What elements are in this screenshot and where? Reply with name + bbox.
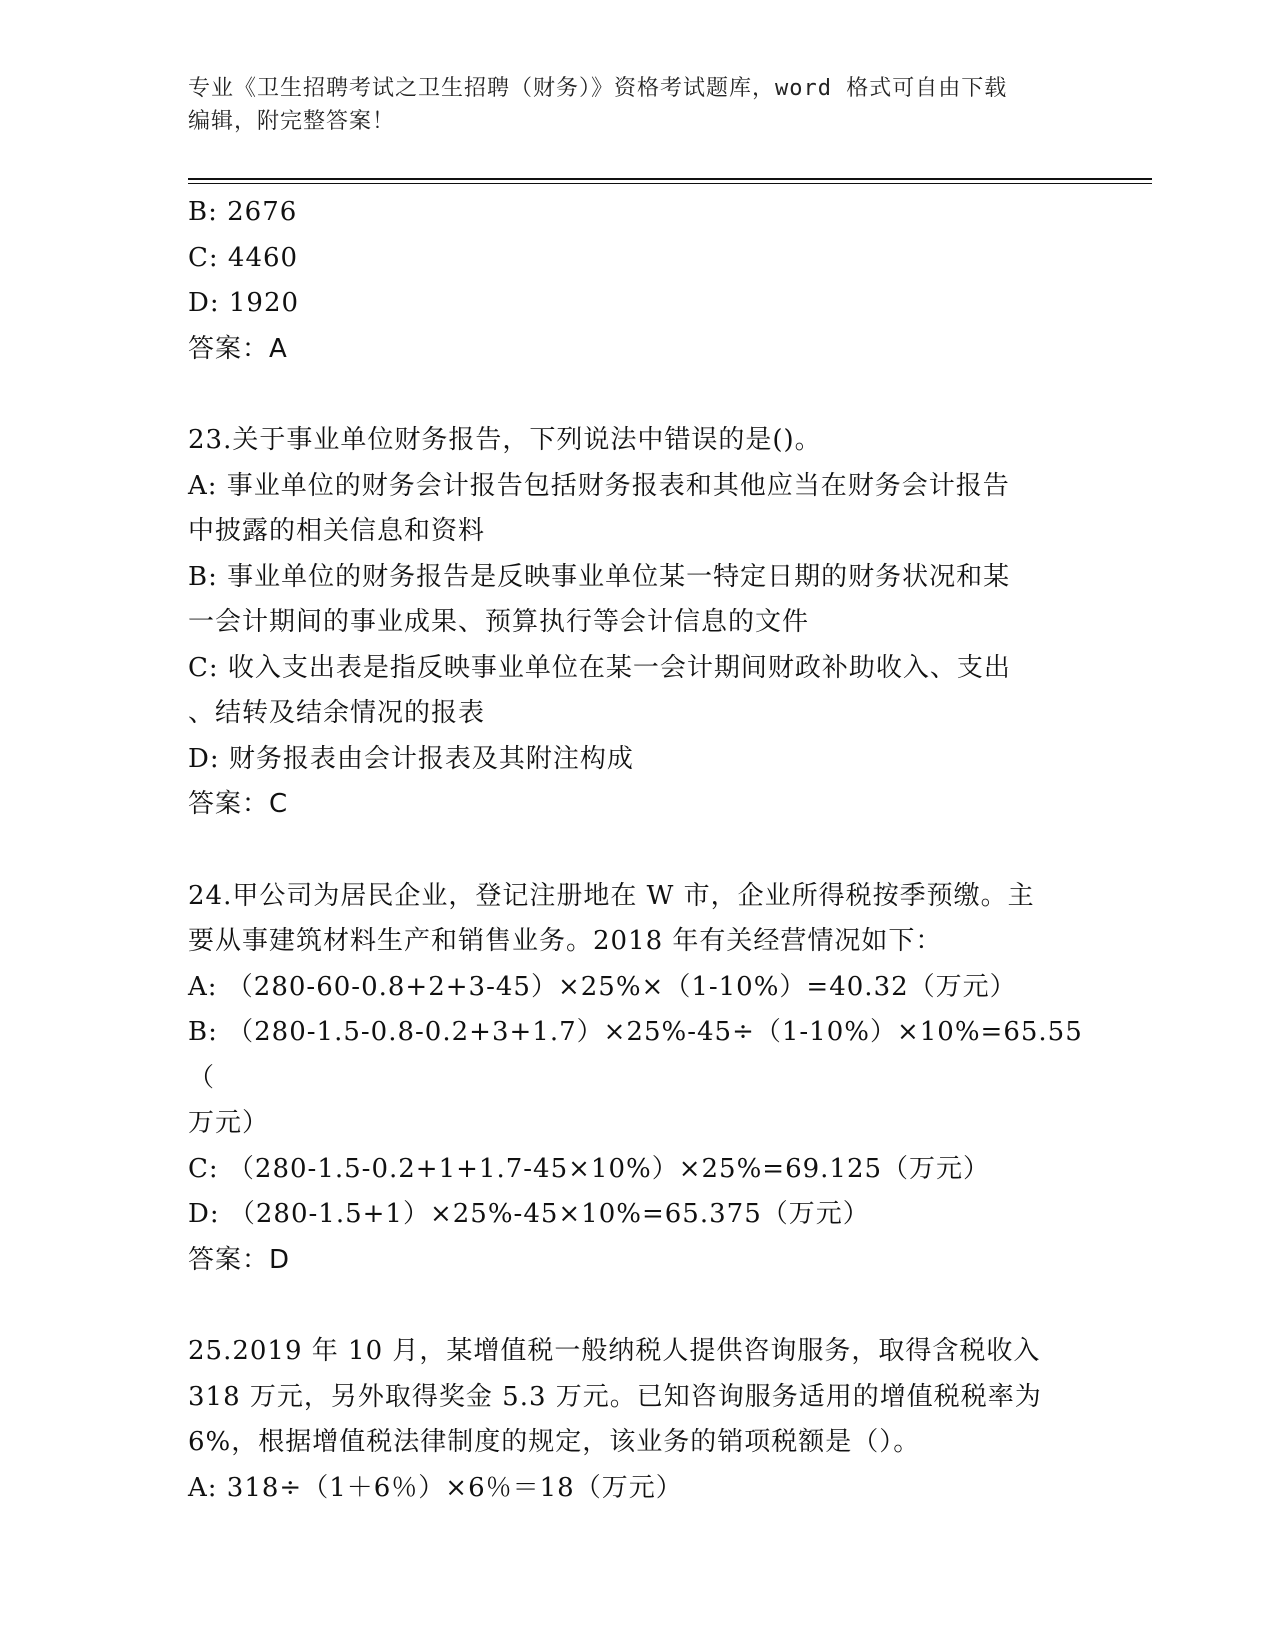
option-b: B: 2676 [188,197,298,227]
spacer [188,1283,1088,1329]
option-b-cont: 一会计期间的事业成果、预算执行等会计信息的文件 [188,607,810,637]
question-stem-cont: 6%，根据增值税法律制度的规定，该业务的销项税额是（）。 [188,1427,921,1457]
option-a: A: （280-60-0.8+2+3-45）×25%×（1-10%）=40.32（万元） [188,971,1017,1002]
question-25 [188,1329,1088,1511]
option-d: D: （280-1.5+1）×25%-45×10%=65.375（万元） [188,1199,870,1229]
option-b-cont: 万元） [188,1108,270,1138]
option-a-cont: 中披露的相关信息和资料 [188,516,486,546]
question-content [188,190,1088,1511]
question-stem: 23.关于事业单位财务报告，下列说法中错误的是()。 [188,425,822,455]
question-stem-cont: 318 万元，另外取得奖金 5.3 万元。已知咨询服务适用的增值税税率为 [188,1381,1042,1412]
question-24 [188,874,1088,1284]
option-c: C: 收入支出表是指反映事业单位在某一会计期间财政补助收入、支出 [188,652,1011,683]
page-header [188,72,1088,138]
question-stem: 25.2019 年 10 月，某增值税一般纳税人提供咨询服务，取得含税收入 [188,1336,1041,1366]
option-c: C: （280-1.5-0.2+1+1.7-45×10%）×25%=69.125（万元） [188,1153,991,1184]
spacer [188,372,1088,418]
header-line-1: 专业《卫生招聘考试之卫生招聘（财务）》资格考试题库，word 格式可自由下载 [188,76,1008,101]
option-d: D: 1920 [188,288,300,318]
header-divider-thin [188,183,1152,184]
answer: 答案：A [188,333,288,364]
option-c-cont: 、结转及结余情况的报表 [188,698,486,728]
option-b: B: 事业单位的财务报告是反映事业单位某一特定日期的财务状况和某 [188,561,1011,592]
question-22-tail [188,190,1088,372]
question-stem: 24.甲公司为居民企业，登记注册地在 W 市，企业所得税按季预缴。主 [188,880,1035,911]
option-c: C: 4460 [188,242,299,273]
answer: 答案：C [188,789,289,819]
option-a: A: 事业单位的财务会计报告包括财务报表和其他应当在财务会计报告 [188,470,1010,501]
option-d: D: 财务报表由会计报表及其附注构成 [188,743,634,774]
option-a: A: 318÷（1＋6％）×6％＝18（万元） [188,1472,683,1503]
question-stem-cont: 要从事建筑材料生产和销售业务。2018 年有关经营情况如下： [188,926,943,956]
question-23 [188,418,1088,828]
header-divider-thick [188,178,1152,180]
answer: 答案：D [188,1244,291,1275]
header-line-2: 编辑，附完整答案！ [188,109,396,134]
option-b: B: （280-1.5-0.8-0.2+3+1.7）×25%-45÷（1-10%）×10%=65.55（ [188,1017,1083,1093]
spacer [188,828,1088,874]
